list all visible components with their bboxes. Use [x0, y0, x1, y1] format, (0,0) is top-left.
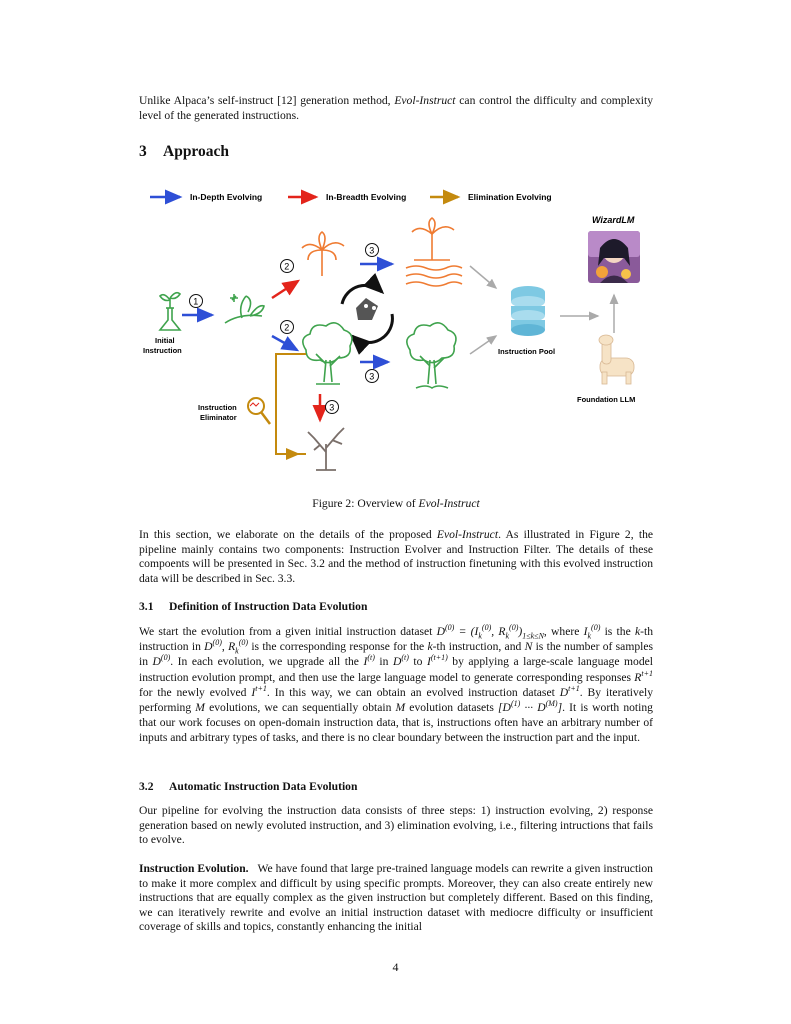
- step2-up-number: 2: [284, 261, 290, 272]
- definition-paragraph: We start the evolution from a given initial instruction dataset $D^{(0)} = (I_k^{(0)}$, $R_k^{(0)})_{1\le k\le N}$, where $I_k^{(0)}$ is the k-th instruction in $D^{(0)}$, $R_k^{(0)}$ is the corresponding response for the k-th instruction, and N is the number of samples in $D^{(0)}$. In each evolution, we upgrade all the $I^{(t)}$ in $D^{(t)}$ to $I^{(t+1)}$ by applying a large-scale language model instruction evolution prompt, and then use the large language model to generate corresponding responses $R^{t+1}$ for the newly evolved $I^{t+1}$. In this way, we can obtain an evolved instruction dataset $D^{t+1}$. By iteratively performing M evolutions, we can sequentially obtain M evolution datasets [$D^{(1)}$ ··· $D^{(M)}$]. It is worth noting that our work focuses on open-domain instruction data, that is, instructions often have an arbitrary number of inputs and arbitrary types of tasks, and there is no clear boundary between the instruction part and the input.: [139, 623, 654, 745]
- evol-instruct-figure: [130, 188, 660, 488]
- step2-down-arrow: [272, 336, 297, 350]
- initial-instruction-label-1: Initial: [155, 336, 175, 345]
- legend-elimination-label: Elimination Evolving: [468, 192, 552, 202]
- page-number: 4: [392, 960, 399, 974]
- step1-number: 1: [193, 296, 199, 307]
- step3-down-number: 3: [329, 402, 335, 413]
- sprout-icon: [225, 294, 264, 323]
- palm-island-icon: [406, 218, 462, 286]
- llama-icon: [599, 335, 634, 384]
- wizardlm-label: WizardLM: [592, 215, 635, 225]
- figure-caption: Figure 2: Overview of Evol-Instruct: [312, 497, 480, 510]
- initial-instruction-label-2: Instruction: [143, 346, 182, 355]
- magnifier-icon: [248, 398, 270, 424]
- elimination-path: [276, 354, 306, 454]
- to-pool-top-arrow: [470, 266, 496, 288]
- step2-down-number: 2: [284, 322, 290, 333]
- section-heading-approach: 3 Approach: [139, 143, 230, 160]
- instruction-pool-label: Instruction Pool: [498, 347, 556, 356]
- pipeline-paragraph: Our pipeline for evolving the instruction data consists of three steps: 1) instruction evolving, 2) response generation based on newly evoluted instruction, and 3) elimination evolving, i.e., filtering intructions that fails to evolve.: [139, 804, 653, 847]
- green-tree-icon: [303, 323, 352, 384]
- legend-in-breadth-label: In-Breadth Evolving: [326, 192, 407, 202]
- instruction-pool-icon: [511, 286, 545, 336]
- section-heading-3-1: 3.1 Definition of Instruction Data Evolution: [139, 600, 368, 613]
- palm-tree-icon: [302, 232, 344, 276]
- eliminator-label-1: Instruction: [198, 403, 237, 412]
- overview-paragraph: In this section, we elaborate on the details of the proposed Evol-Instruct. As illustrated in Figure 2, the pipeline mainly contains two components: Instruction Evolver and Instruction Filter. The details of these compoents will be presented in Sec. 3.2 and the method of instruction finetuning with this evolved instruction data will be described in Sec. 3.3.: [139, 528, 654, 585]
- big-tree-icon: [407, 323, 456, 388]
- bare-tree-icon: [308, 428, 344, 470]
- wizardlm-avatar-icon: [588, 231, 640, 283]
- foundation-llm-label: Foundation LLM: [577, 395, 636, 404]
- initial-instruction-icon: [160, 293, 180, 330]
- step3-top-number: 3: [369, 245, 375, 256]
- section-heading-3-2: 3.2 Automatic Instruction Data Evolution: [139, 780, 358, 793]
- legend-in-depth-label: In-Depth Evolving: [190, 192, 263, 202]
- step2-up-arrow: [272, 281, 298, 298]
- step3-middle-number: 3: [369, 371, 375, 382]
- figure-legend: [150, 192, 552, 202]
- to-pool-bottom-arrow: [470, 336, 496, 354]
- intro-paragraph: Unlike Alpaca’s self-instruct [12] generation method, Evol-Instruct can control the difficulty and complexity level of the generated instructions.: [139, 94, 653, 122]
- eliminator-label-2: Eliminator: [200, 413, 237, 422]
- instruction-evolution-paragraph: Instruction Evolution. We have found that large pre-trained language models can rewrite a given instruction to make it more complex and difficult by using specific prompts. Moreover, they can also create entirely new instructions that are equally complex as the given instruction but completely different. Based on this finding, we can iteratively rewrite and evolve an initial instruction dataset with mediocre difficulty or insufficient coverage of skills and topics, constantly enhancing the initial: [139, 862, 653, 934]
